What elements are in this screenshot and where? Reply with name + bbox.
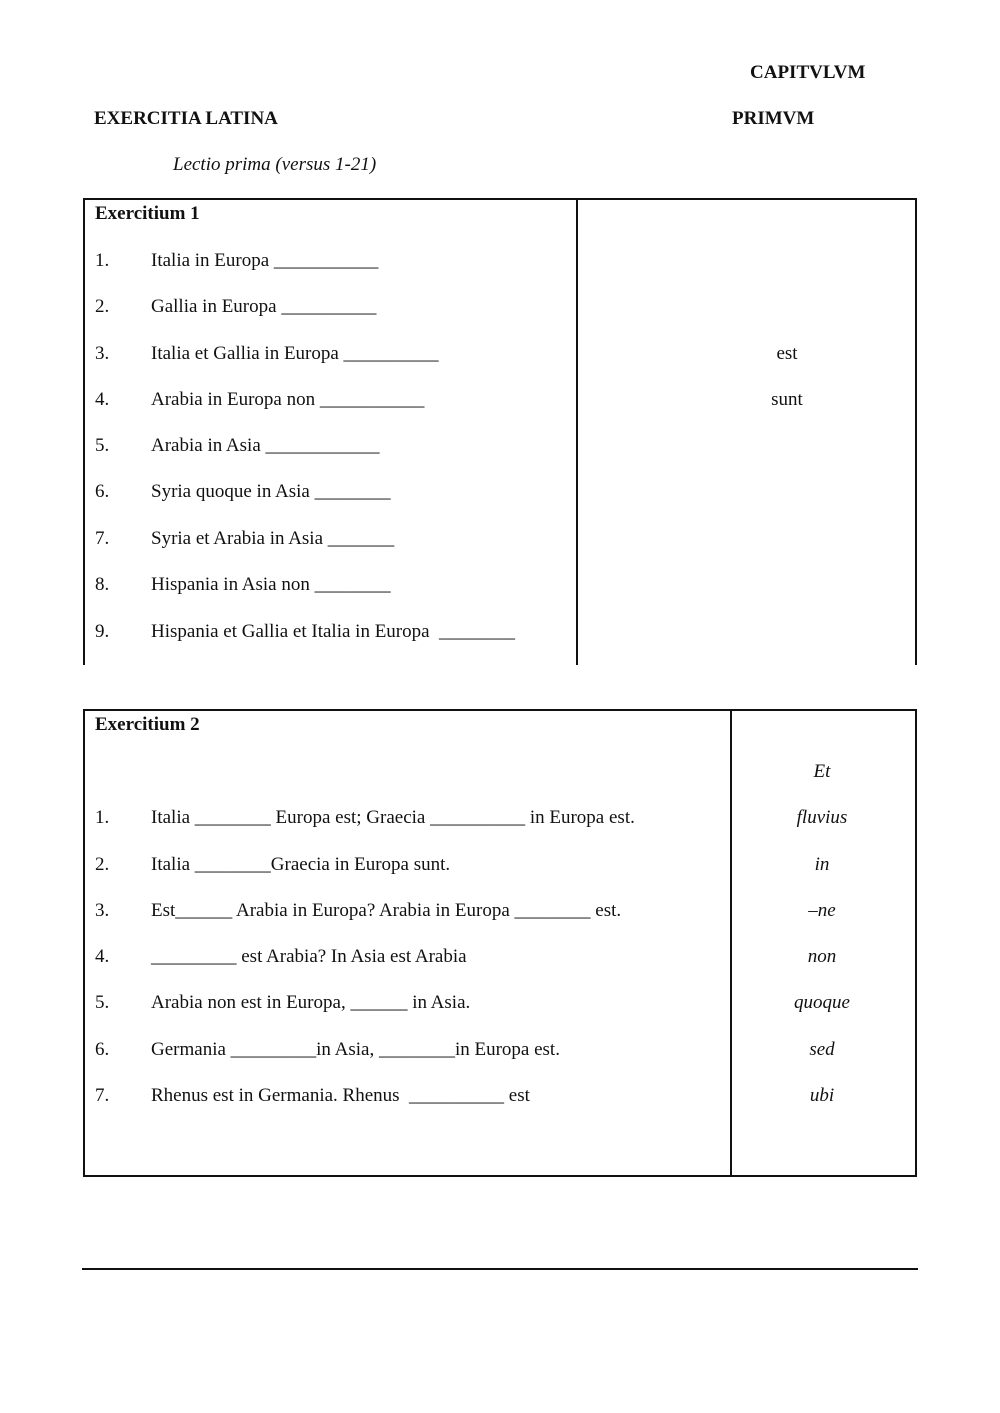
exercise-2-divider bbox=[730, 711, 732, 1175]
word-bank-item: in bbox=[814, 854, 830, 875]
exercise-1-item-number: 9. bbox=[95, 621, 110, 642]
exercise-1-item-text: Arabia in Europa non ___________ bbox=[151, 389, 425, 410]
footer-rule bbox=[82, 1268, 918, 1270]
exercise-1-item-number: 8. bbox=[95, 574, 110, 595]
exercise-1-item-text: Gallia in Europa __________ bbox=[151, 296, 377, 317]
word-bank-item: Et bbox=[813, 761, 831, 782]
exercise-2-item-number: 1. bbox=[95, 807, 110, 828]
exercise-1-item-number: 7. bbox=[95, 528, 110, 549]
exercise-1-item-text: Syria et Arabia in Asia _______ bbox=[151, 528, 395, 549]
word-bank-item: quoque bbox=[794, 992, 850, 1013]
exercise-2-item-text: Arabia non est in Europa, ______ in Asia. bbox=[151, 992, 471, 1013]
exercise-2-item-number: 7. bbox=[95, 1085, 110, 1106]
exercise-2-item-text: _________ est Arabia? In Asia est Arabia bbox=[151, 946, 467, 967]
word-bank-item: sunt bbox=[771, 389, 803, 410]
exercise-2-title: Exercitium 2 bbox=[95, 714, 200, 735]
exercise-1-title: Exercitium 1 bbox=[95, 203, 200, 224]
exercise-1-item-number: 6. bbox=[95, 481, 110, 502]
word-bank-item: sed bbox=[809, 1039, 835, 1060]
exercise-1-item-text: Arabia in Asia ____________ bbox=[151, 435, 380, 456]
exercise-1-item-number: 3. bbox=[95, 343, 110, 364]
exercise-1-item-number: 2. bbox=[95, 296, 110, 317]
exercise-1-item-number: 1. bbox=[95, 250, 110, 271]
word-bank-item: non bbox=[807, 946, 837, 967]
chapter-heading: CAPITVLVM bbox=[750, 62, 866, 83]
exercise-2-item-text: Italia ________Graecia in Europa sunt. bbox=[151, 854, 451, 875]
exercise-2-item-number: 6. bbox=[95, 1039, 110, 1060]
exercise-1-item-number: 4. bbox=[95, 389, 110, 410]
exercise-1-item-text: Italia in Europa ___________ bbox=[151, 250, 379, 271]
exercise-2-item-number: 4. bbox=[95, 946, 110, 967]
word-bank-item: –ne bbox=[808, 900, 836, 921]
exercise-2-item-text: Est______ Arabia in Europa? Arabia in Europa ________ est. bbox=[151, 900, 622, 921]
word-bank-item: fluvius bbox=[796, 807, 848, 828]
exercise-1-item-text: Italia et Gallia in Europa __________ bbox=[151, 343, 439, 364]
lesson-subtitle: Lectio prima (versus 1-21) bbox=[173, 154, 377, 175]
exercise-1-item-text: Hispania et Gallia et Italia in Europa ________ bbox=[151, 621, 516, 642]
exercise-1-item-text: Hispania in Asia non ________ bbox=[151, 574, 391, 595]
word-bank-item: est bbox=[776, 343, 798, 364]
exercise-1-item-text: Syria quoque in Asia ________ bbox=[151, 481, 391, 502]
exercise-2-item-text: Rhenus est in Germania. Rhenus __________ est bbox=[151, 1085, 530, 1106]
exercise-2-item-number: 5. bbox=[95, 992, 110, 1013]
exercise-2-item-text: Italia ________ Europa est; Graecia __________ in Europa est. bbox=[151, 807, 635, 828]
exercise-1-divider bbox=[576, 200, 578, 665]
exercise-2-item-text: Germania _________in Asia, ________in Europa est. bbox=[151, 1039, 560, 1060]
exercise-2-item-number: 2. bbox=[95, 854, 110, 875]
exercise-1-item-number: 5. bbox=[95, 435, 110, 456]
document-title: EXERCITIA LATINA bbox=[94, 108, 278, 129]
word-bank-item: ubi bbox=[809, 1085, 835, 1106]
exercise-2-item-number: 3. bbox=[95, 900, 110, 921]
chapter-number: PRIMVM bbox=[732, 108, 815, 129]
